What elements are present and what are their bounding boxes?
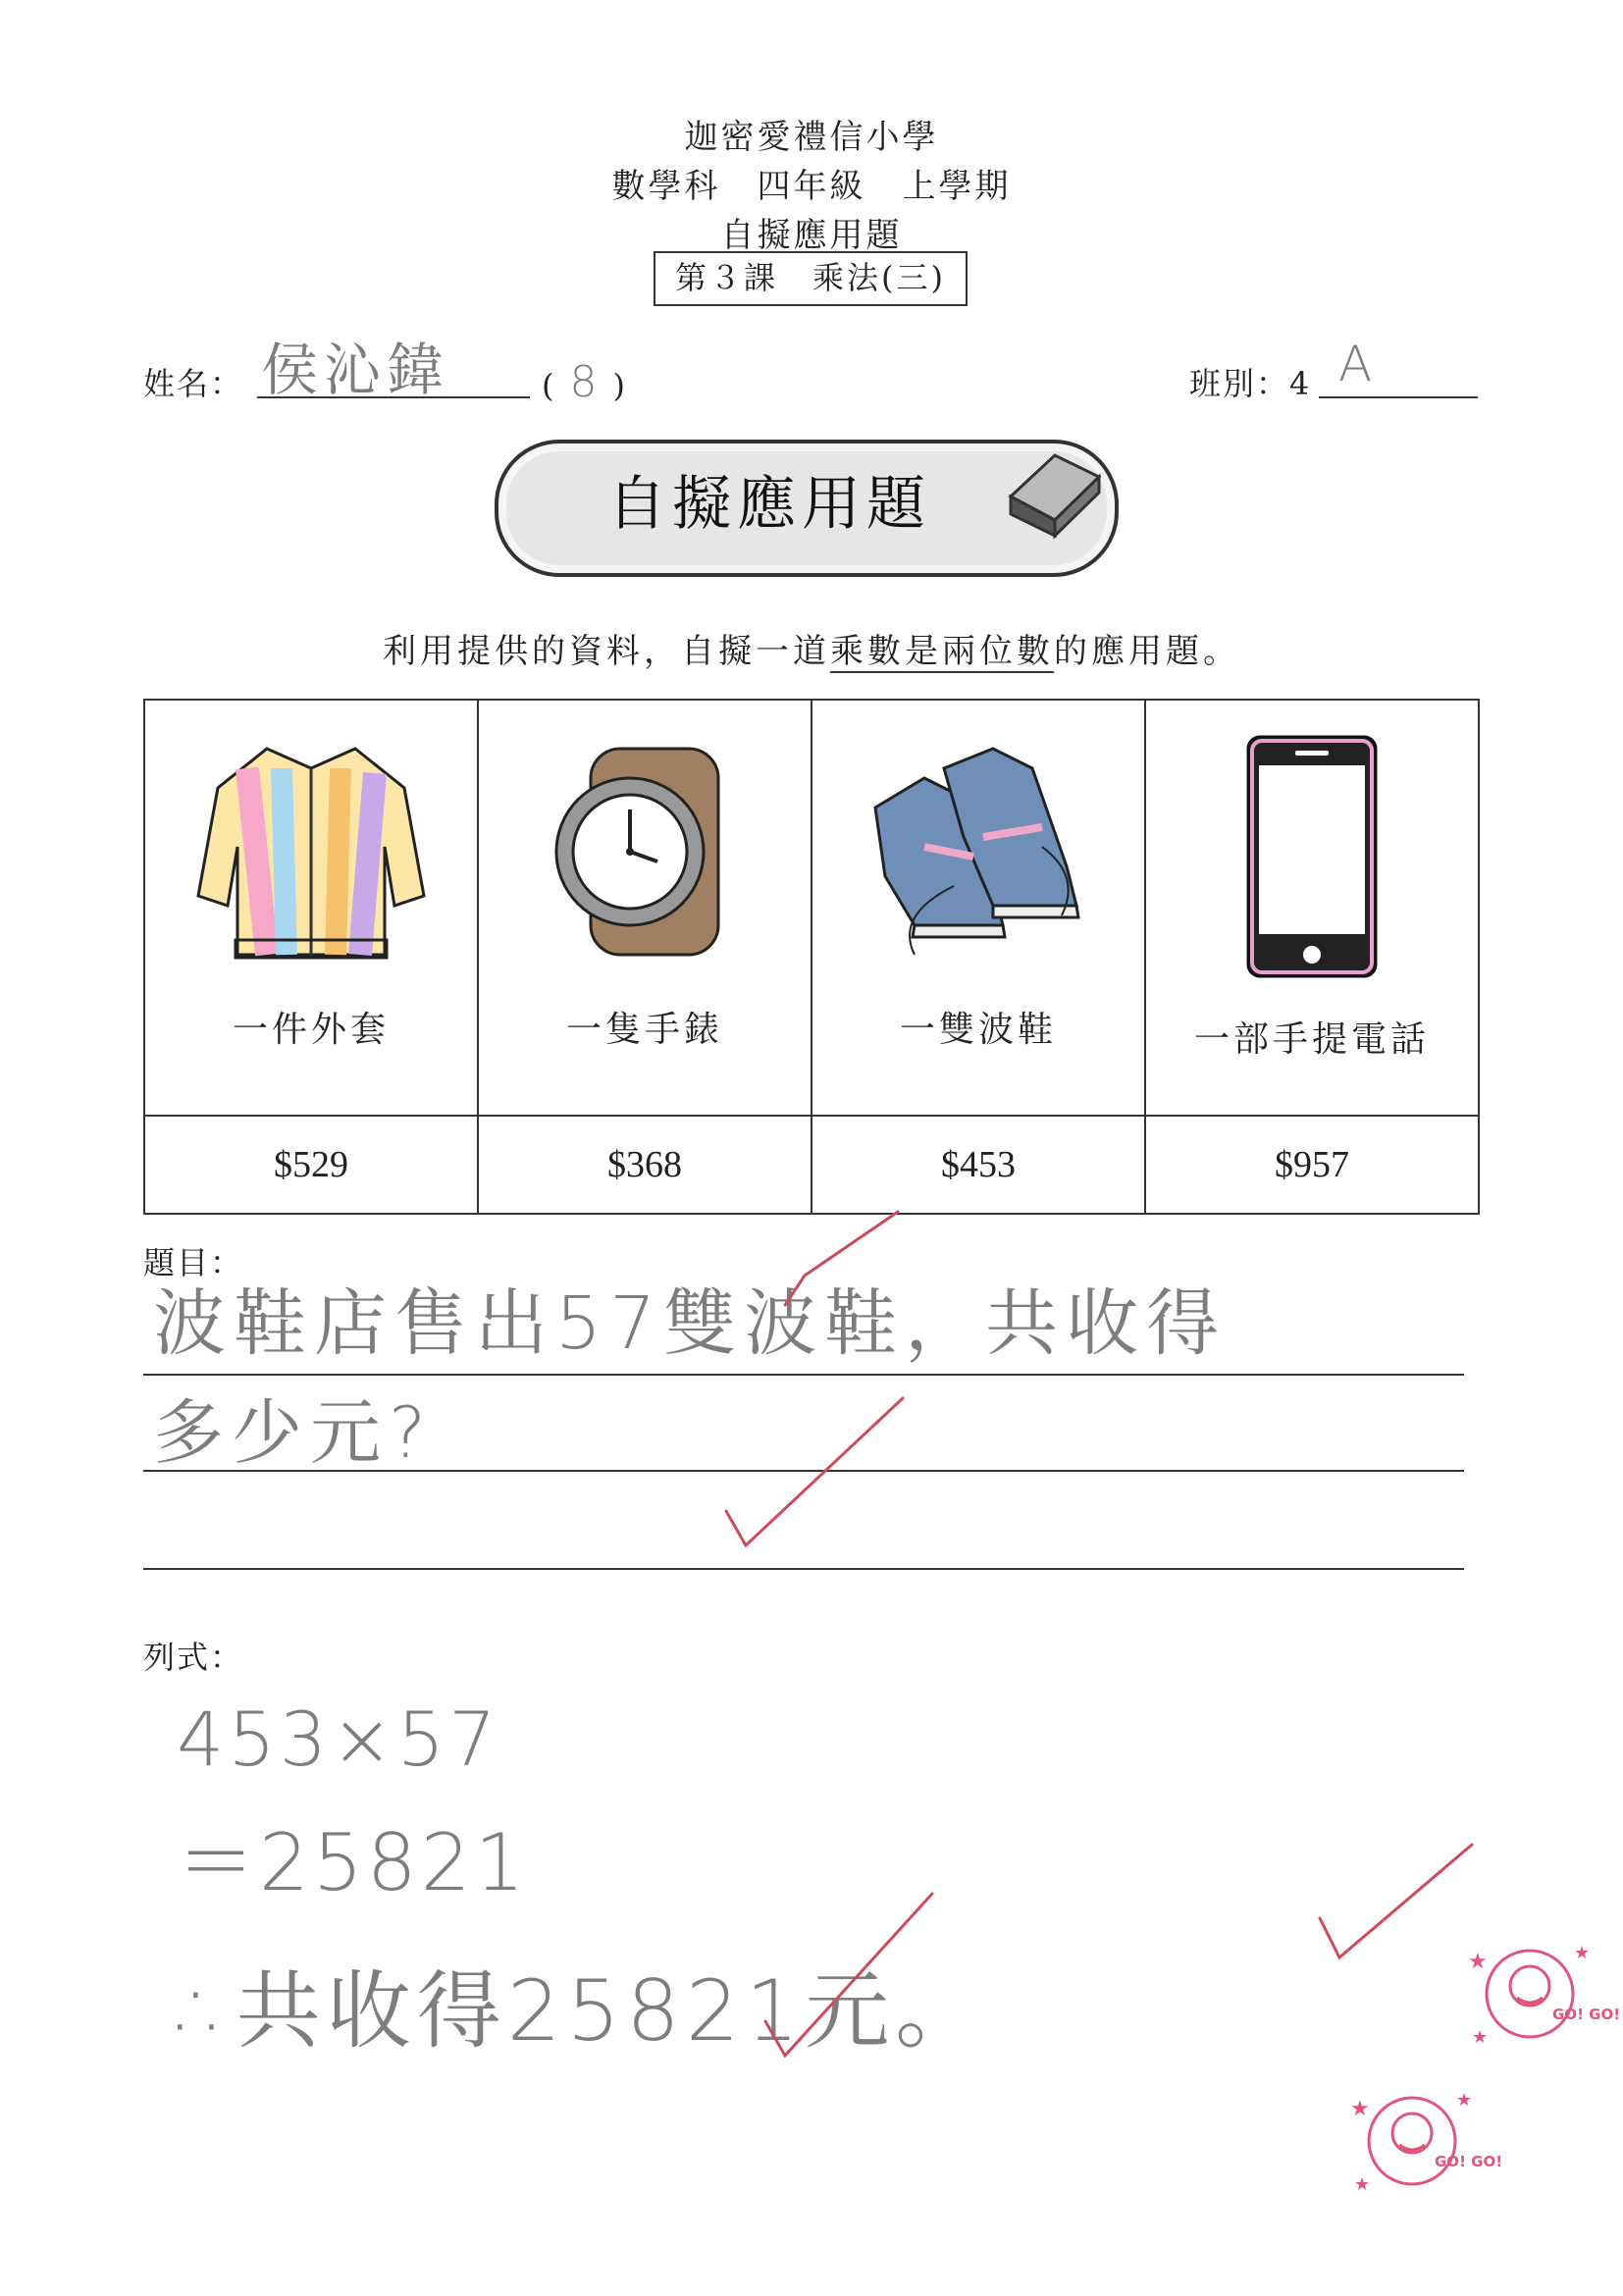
svg-text:★: ★ <box>1472 2027 1489 2048</box>
class-value: A <box>1338 336 1373 392</box>
worksheet-title: 自擬應用題 <box>720 216 903 255</box>
number-open: ( <box>542 367 556 404</box>
svg-text:★: ★ <box>1456 2090 1473 2111</box>
item-price: $453 <box>812 1116 1145 1214</box>
instruction-highlight: 乘數是兩位數 <box>830 632 1054 671</box>
check-mark-icon <box>765 1894 932 2056</box>
name-value: 侯沁鍏 <box>261 337 450 403</box>
svg-text:★: ★ <box>1468 1950 1488 1974</box>
item-price: $368 <box>478 1116 812 1214</box>
check-mark-icon <box>1320 1845 1472 1957</box>
class-label: 班別：4 <box>1189 365 1312 402</box>
banner-title: 自擬應用題 <box>607 470 931 539</box>
item-price: $957 <box>1145 1116 1479 1214</box>
item-name: 一雙波鞋 <box>899 1010 1057 1050</box>
working-line-1[interactable]: 453×57 <box>177 1696 500 1783</box>
question-line-2[interactable]: 多少元? <box>153 1391 435 1474</box>
question-line-1[interactable]: 波鞋店售出57雙波鞋，共收得 <box>153 1281 1228 1366</box>
stamp-text: GO! GO! <box>1435 2153 1503 2170</box>
item-name: 一件外套 <box>232 1010 390 1050</box>
instruction-after: 的應用題。 <box>1054 632 1240 671</box>
item-name: 一部手提電話 <box>1193 1019 1430 1060</box>
question-label: 題目： <box>143 1244 244 1281</box>
check-mark-icon <box>785 1212 898 1305</box>
item-price: $529 <box>144 1116 478 1214</box>
lesson-title: 第３課 乘法(三) <box>654 251 968 306</box>
svg-text:★: ★ <box>1350 2097 1370 2121</box>
go-go-stamp-icon <box>1456 1925 1621 2062</box>
svg-text:★: ★ <box>1574 1943 1591 1963</box>
stamp-text: GO! GO! <box>1552 2006 1621 2023</box>
working-label: 列式： <box>143 1639 244 1676</box>
number-close: ) <box>612 367 627 404</box>
course-info: 數學科 四年級 上學期 <box>611 167 1012 206</box>
svg-text:★: ★ <box>1354 2174 1371 2195</box>
name-label: 姓名： <box>143 365 244 402</box>
go-go-stamp-icon <box>1338 2072 1503 2210</box>
item-name: 一隻手錶 <box>565 1010 723 1050</box>
instruction-before: 利用提供的資料，自擬一道 <box>383 632 830 671</box>
working-line-2[interactable]: ＝25821 <box>177 1817 529 1908</box>
number-value: 8 <box>569 357 600 407</box>
school-name: 迦密愛禮信小學 <box>684 118 939 157</box>
check-mark-icon <box>726 1398 903 1545</box>
answer-statement[interactable]: ∴共收得25821元。 <box>177 1962 986 2061</box>
